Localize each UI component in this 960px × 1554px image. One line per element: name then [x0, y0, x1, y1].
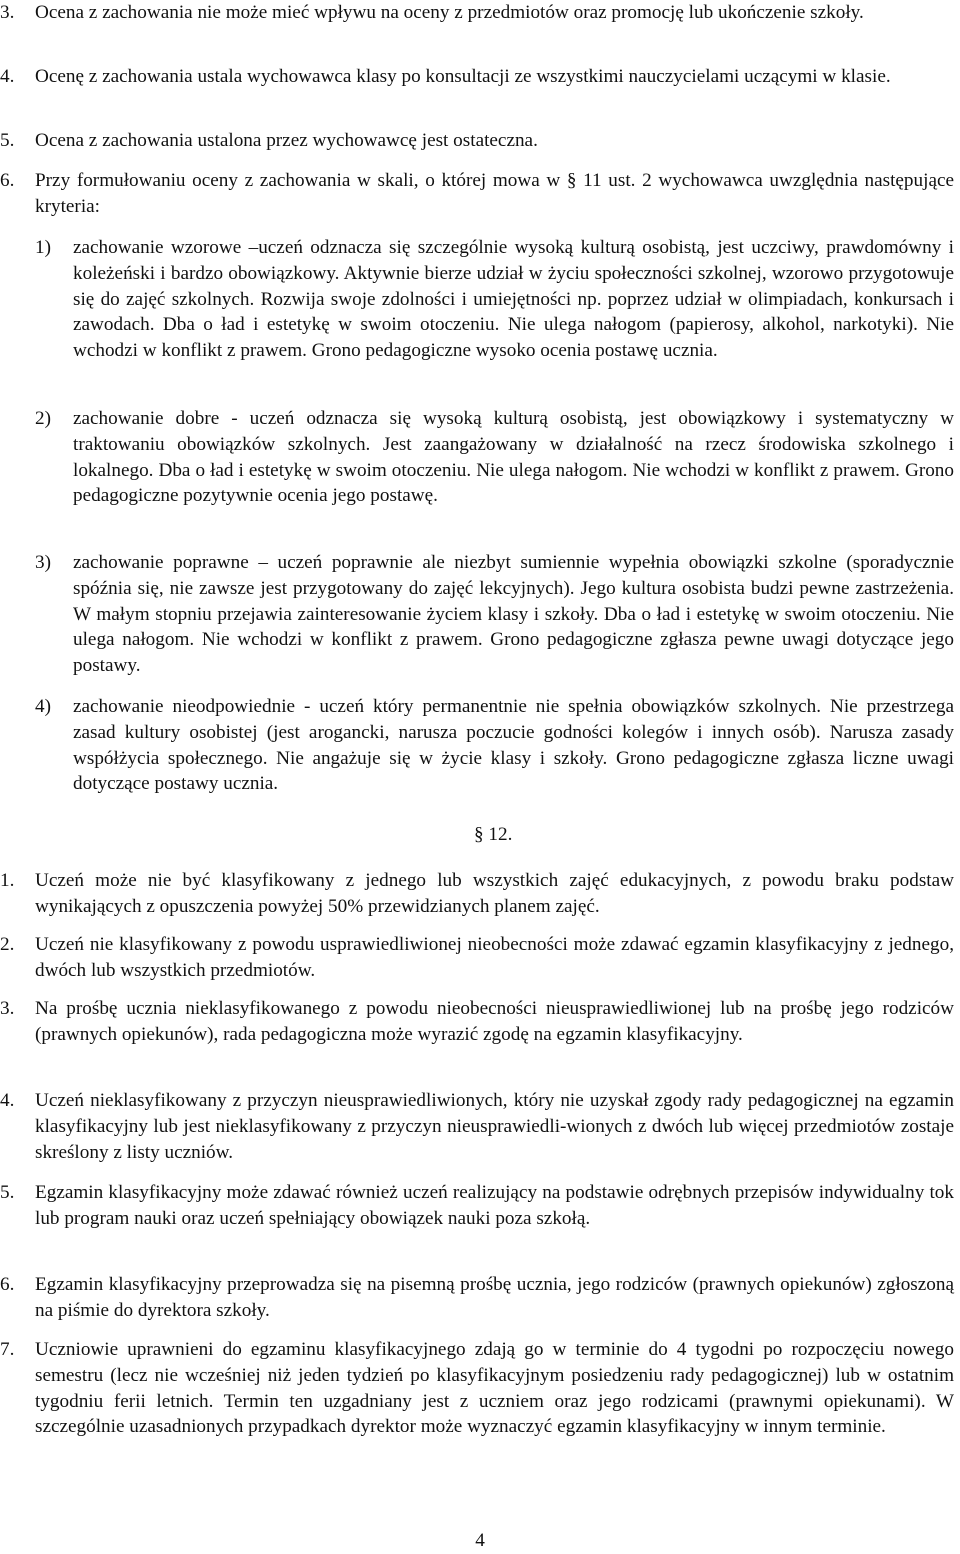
criteria-item [0, 550, 960, 679]
list-item [0, 1088, 960, 1165]
list-item [0, 1180, 960, 1232]
item-number: 1. [0, 870, 15, 891]
list-item [0, 996, 960, 1048]
section-heading: § 12. [474, 824, 513, 845]
list-item [0, 1337, 960, 1440]
list-item [0, 168, 960, 220]
item-text: Uczeń może nie być klasyfikowany z jednego lub wszystkich zajęć edukacyjnych, z powodu braku podstaw wynikających z opuszczenia powyżej 50% przewidzianych planem zajęć. [35, 870, 954, 917]
list-item [0, 128, 960, 154]
item-number: 5. [0, 1182, 15, 1203]
criteria-text: zachowanie dobre - uczeń odznacza się wysoką kulturą osobistą, jest obowiązkowy i systematyczny w traktowaniu obowiązków szkolnych. Jest zaangażowany w działalność na rzecz środowiska szkolnego i lokalnego. Dba o ład i estetykę w swoim otoczeniu. Nie ulega nałogom. Nie wchodzi w konflikt z prawem. Grono pedagogiczne pozytywnie ocenia jego postawę. [73, 408, 954, 507]
criteria-number: 4) [35, 696, 51, 717]
criteria-number: 2) [35, 408, 51, 429]
item-number: 3. [0, 998, 15, 1019]
item-text: Na prośbę ucznia nieklasyfikowanego z powodu nieobecności nieusprawiedliwionej lub na prośbę jego rodziców (prawnych opiekunów), rada pedagogiczna może wyrazić zgodę na egzamin klasyfikacyjny. [35, 998, 954, 1045]
item-text: Ocena z zachowania ustalona przez wychowawcę jest ostateczna. [35, 130, 538, 151]
criteria-text: zachowanie poprawne – uczeń poprawnie ale niezbyt sumiennie wypełnia obowiązki szkolne (sporadycznie spóźnia się, nie zawsze jest przygotowany do zajęć lekcyjnych). Jego kultura osobista budzi pewne zastrzeżenia. W małym stopniu przejawia zainteresowanie życiem klasy i szkoły. Dba o ład i estetykę w swoim otoczeniu. Nie ulega nałogom. Nie wchodzi w konflikt z prawem. Grono pedagogiczne zgłasza pewne uwagi dotyczące jego postawy. [73, 552, 954, 677]
item-text: Ocena z zachowania nie może mieć wpływu na oceny z przedmiotów oraz promocję lub ukończenie szkoły. [35, 2, 864, 23]
list-item [0, 1272, 960, 1324]
list-item [0, 64, 960, 90]
criteria-item [0, 235, 960, 364]
item-number: 7. [0, 1339, 15, 1360]
item-number: 5. [0, 130, 15, 151]
criteria-item [0, 694, 960, 797]
criteria-number: 1) [35, 237, 51, 258]
item-number: 6. [0, 1274, 15, 1295]
list-item [0, 868, 960, 920]
item-text: Ocenę z zachowania ustala wychowawca klasy po konsultacji ze wszystkimi nauczycielami uczącymi w klasie. [35, 66, 891, 87]
criteria-text: zachowanie wzorowe –uczeń odznacza się szczególnie wysoką kulturą osobistą, jest uczciwy, prawdomówny i koleżeński i bardzo obowiązkowy. Aktywnie bierze udział w życiu społeczności szkolnej, wzorowo przygotowuje się do zajęć szkolnych. Rozwija swoje zdolności i umiejętności np. poprzez udział w olimpiadach, konkursach i zawodach. Dba o ład i estetykę w swoim otoczeniu. Nie ulega nałogom (papierosy, alkohol, narkotyki). Nie wchodzi w konflikt z prawem. Grono pedagogiczne wysoko ocenia postawę ucznia. [73, 237, 954, 362]
item-text: Uczeń nieklasyfikowany z przyczyn nieusprawiedliwionych, który nie uzyskał zgody rady pedagogicznej na egzamin klasyfikacyjny lub jest nieklasyfikowany z przyczyn nieusprawiedli-wionych z dwóch lub więcej przedmiotów zostaje skreślony z listy uczniów. [35, 1090, 954, 1163]
list-item [0, 0, 960, 26]
item-number: 4. [0, 1090, 15, 1111]
criteria-item [0, 406, 960, 509]
item-text: Uczeń nie klasyfikowany z powodu usprawiedliwionej nieobecności może zdawać egzamin klasyfikacyjny z jednego, dwóch lub wszystkich przedmiotów. [35, 934, 954, 981]
item-number: 4. [0, 66, 15, 87]
item-number: 3. [0, 2, 15, 23]
item-text: Przy formułowaniu oceny z zachowania w skali, o której mowa w § 11 ust. 2 wychowawca uwzględnia następujące kryteria: [35, 170, 954, 217]
item-text: Egzamin klasyfikacyjny przeprowadza się na pisemną prośbę ucznia, jego rodziców (prawnych opiekunów) zgłoszoną na piśmie do dyrektora szkoły. [35, 1274, 954, 1321]
item-text: Uczniowie uprawnieni do egzaminu klasyfikacyjnego zdają go w terminie do 4 tygodni po rozpoczęciu nowego semestru (lecz nie wcześniej niż jeden tydzień po klasyfikacyjnym posiedzeniu rady pedagogicznej) lub w ostatnim tygodniu ferii letnich. Termin ten uzgadniany jest z uczniem oraz jego rodzicami (prawnymi opiekunami). W szczególnie uzasadnionych przypadkach dyrektor może wyznaczyć egzamin klasyfikacyjny w innym terminie. [35, 1339, 954, 1438]
item-text: Egzamin klasyfikacyjny może zdawać również uczeń realizujący na podstawie odrębnych przepisów indywidualny tok lub program nauki oraz uczeń spełniający obowiązek nauki poza szkołą. [35, 1182, 954, 1229]
item-number: 6. [0, 170, 15, 191]
criteria-number: 3) [35, 552, 51, 573]
item-number: 2. [0, 934, 15, 955]
criteria-text: zachowanie nieodpowiednie - uczeń który permanentnie nie spełnia obowiązków szkolnych. Nie przestrzega zasad kultury osobistej (jest arogancki, narusza poczucie godności kolegów i innych osób). Narusza zasady współżycia społecznego. Nie angażuje się w życie klasy i szkoły. Grono pedagogiczne zgłasza liczne uwagi dotyczące postawy ucznia. [73, 696, 954, 795]
list-item [0, 932, 960, 984]
page-number: 4 [475, 1530, 485, 1551]
